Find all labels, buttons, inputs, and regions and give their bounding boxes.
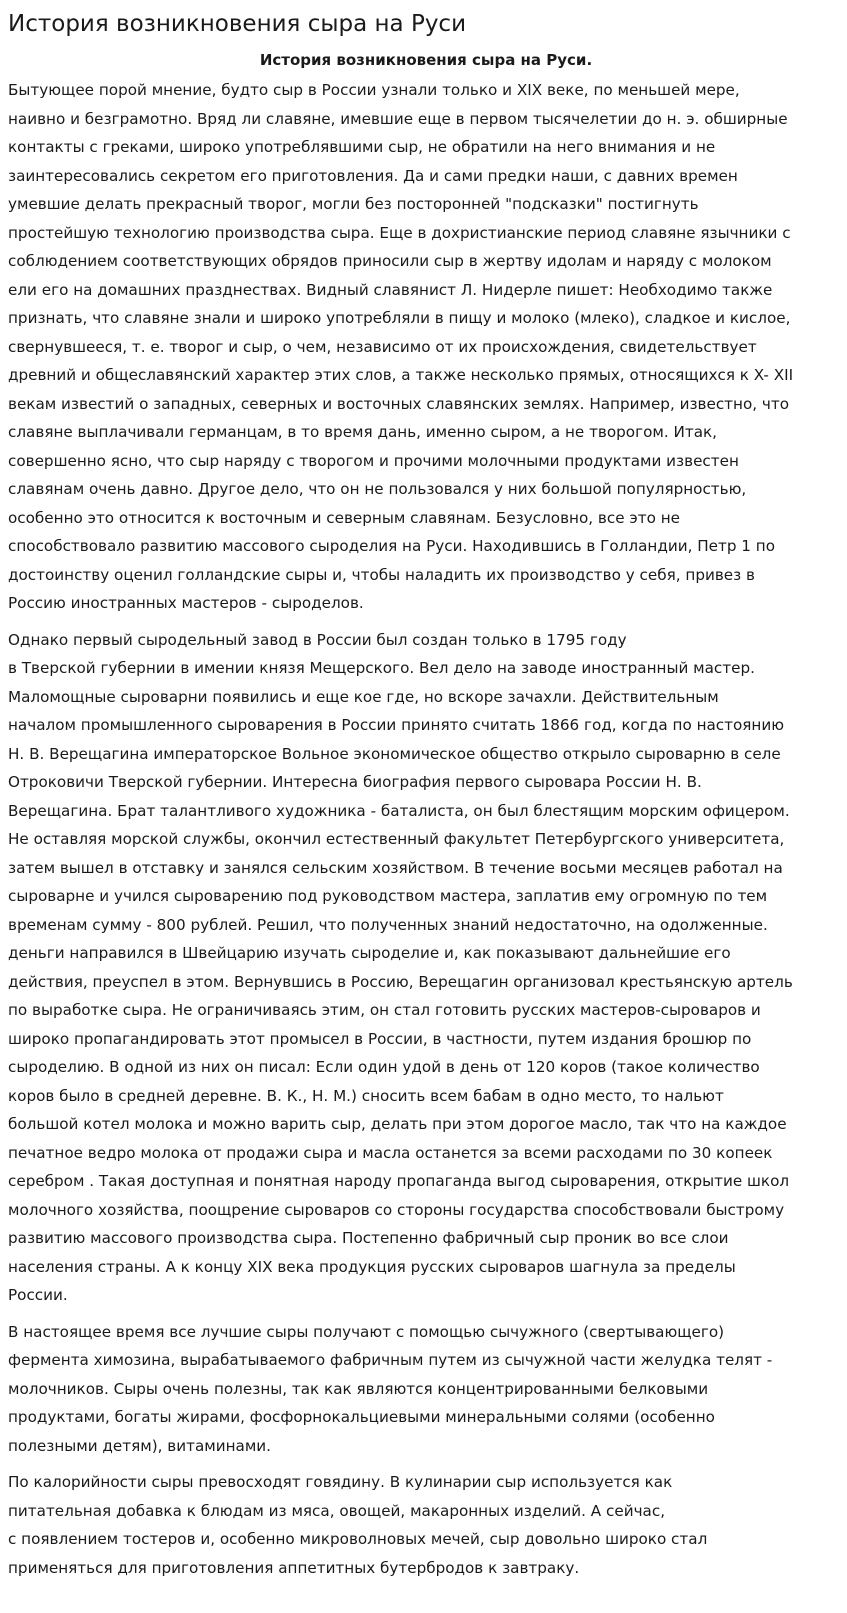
- paragraph-line: В настоящее время все лучшие сыры получают с помощью сычужного (свертывающего): [8, 1322, 725, 1341]
- paragraph-line: полезными детям), витаминами.: [8, 1436, 271, 1455]
- paragraph-line: Маломощные сыроварни появились и еще кое где, но вскоре зачахли. Действительным: [8, 687, 719, 706]
- paragraph-line: способствовало развитию массового сыроделия на Руси. Находившись в Голландии, Петр 1 по: [8, 537, 776, 555]
- paragraph-line: питательная добавка к блюдам из мяса, овощей, макаронных изделий. А сейчас,: [8, 1501, 666, 1520]
- paragraph-line: населения страны. А к концу XIX века продукция русских сыроваров шагнула за пределы: [8, 1257, 736, 1276]
- paragraph-line: умевшие делать прекрасный творог, могли без посторонней "подсказки" постигнуть: [8, 195, 699, 213]
- paragraph-line: свернувшееся, т. е. творог и сыр, о чем, независимо от их происхождения, свидетельствует: [8, 337, 757, 356]
- paragraph-line: применяться для приготовления аппетитных бутербродов к завтраку.: [8, 1558, 580, 1577]
- paragraph-line: с появлением тостеров и, особенно микроволновых мечей, сыр довольно широко стал: [8, 1530, 708, 1548]
- paragraph-line: особенно это относится к восточным и северным славянам. Безусловно, все это не: [8, 508, 680, 527]
- paragraph-line: простейшую технологию производства сыра. Еще в дохристианские период славяне язычники с: [8, 223, 791, 242]
- paragraph-line: Россию иностранных мастеров - сыроделов.: [8, 594, 364, 612]
- paragraph-line: славяне выплачивали германцам, в то время дань, именно сыром, а не творогом. Итак,: [8, 423, 717, 441]
- article-paragraph: [8, 1318, 842, 1461]
- paragraph-line: России.: [8, 1286, 68, 1304]
- paragraph-line: коров было в средней деревне. В. К., Н. М.) сносить всем бабам в одно место, то нальют: [8, 1086, 724, 1105]
- paragraph-line: Бытующее порой мнение, будто сыр в России узнали только и XIX веке, по меньшей мере,: [8, 81, 740, 99]
- paragraph-line: молочного хозяйства, поощрение сыроваров со стороны государства способствовали быстрому: [8, 1200, 785, 1219]
- paragraph-line: по выработке сыра. Не ограничиваясь этим, он стал готовить русских мастеров-сыроваров и: [8, 1001, 761, 1019]
- paragraph-line: совершенно ясно, что сыр наряду с творогом и прочими молочными продуктами известен: [8, 451, 739, 470]
- paragraph-line: развитию массового производства сыра. Постепенно фабричный сыр проник во все слои: [8, 1229, 729, 1247]
- article-heading: История возникновения сыра на Руси.: [259, 51, 593, 69]
- article-paragraph: [8, 626, 842, 1310]
- paragraph-line: По калорийности сыры превосходят говядину. В кулинарии сыр используется как: [8, 1473, 673, 1491]
- paragraph-line: векам известий о западных, северных и восточных славянских землях. Например, известно, что: [8, 394, 790, 413]
- paragraph-line: широко пропагандировать этот промысел в России, в частности, путем издания брошюр по: [8, 1029, 752, 1048]
- paragraph-line: сыроделию. В одной из них он писал: Если один удой в день от 120 коров (такое количество: [8, 1058, 760, 1076]
- paragraph-line: признать, что славяне знали и широко употребляли в пищу и молоко (млеко), сладкое и кислое,: [8, 309, 791, 327]
- article-body: [8, 76, 844, 1582]
- paragraph-line: затем вышел в отставку и занялся сельским хозяйством. В течение восьми месяцев работал на: [8, 858, 783, 877]
- paragraph-line: славянам очень давно. Другое дело, что он не пользовался у них большой популярностью,: [8, 480, 747, 498]
- paragraph-line: заинтересовались секретом его приготовления. Да и сами предки наши, с давних времен: [8, 166, 738, 185]
- paragraph-line: в Тверской губернии в имении князя Мещерского. Вел дело на заводе иностранный мастер.: [8, 659, 755, 677]
- paragraph-line: действия, преуспел в этом. Вернувшись в Россию, Верещагин организовал крестьянскую артель: [8, 972, 793, 991]
- paragraph-line: Верещагина. Брат талантливого художника - баталиста, он был блестящим морским офицером.: [8, 801, 790, 820]
- paragraph-line: серебром . Такая доступная и понятная народу пропаганда выгод сыроварения, открытие школ: [8, 1172, 790, 1190]
- paragraph-line: ели его на домашних празднествах. Видный славянист Л. Нидерле пишет: Необходимо также: [8, 280, 773, 299]
- paragraph-line: сыроварне и учился сыроварению под руководством мастера, заплатив ему огромную по тем: [8, 887, 768, 905]
- article-paragraph: [8, 76, 842, 618]
- paragraph-line: Не оставляя морской службы, окончил естественный факультет Петербургского университета,: [8, 830, 785, 848]
- paragraph-line: продуктами, богаты жирами, фосфорнокальциевыми минеральными солями (особенно: [8, 1408, 715, 1426]
- paragraph-line: Однако первый сыродельный завод в России был создан только в 1795 году: [8, 630, 627, 649]
- paragraph-line: молочников. Сыры очень полезны, так как являются концентрированными белковыми: [8, 1379, 709, 1398]
- paragraph-line: началом промышленного сыроварения в России принято считать 1866 год, когда по настоянию: [8, 716, 785, 734]
- document-page: [8, 0, 844, 1590]
- paragraph-line: Отроковичи Тверской губернии. Интересна биография первого сыровара России Н. В.: [8, 773, 702, 791]
- paragraph-line: достоинству оценил голландские сыры и, чтобы наладить их производство у себя, привез в: [8, 565, 755, 584]
- article-paragraph: [8, 1468, 842, 1582]
- paragraph-line: соблюдением соответствующих обрядов приносили сыр в жертву идолам и наряду с молоком: [8, 252, 772, 270]
- paragraph-line: деньги направился в Швейцарию изучать сыроделие и, как показывают дальнейшие его: [8, 944, 731, 962]
- paragraph-line: наивно и безграмотно. Вряд ли славяне, имевшие еще в первом тысячелетии до н. э. обширные: [8, 109, 788, 128]
- paragraph-line: контакты с греками, широко употреблявшими сыр, не обратили на него внимания и не: [8, 138, 716, 156]
- page-title: История возникновения сыра на Руси: [8, 11, 467, 37]
- paragraph-line: печатное ведро молока от продажи сыра и масла останется за всеми расходами по 30 копеек: [8, 1143, 773, 1162]
- paragraph-line: временам сумму - 800 рублей. Решил, что полученных знаний недостаточно, на одолженные.: [8, 915, 768, 934]
- paragraph-line: древний и общеславянский характер этих слов, а также несколько прямых, относящихся к X- XII: [8, 366, 794, 384]
- paragraph-line: Н. В. Верещагина императорское Вольное экономическое общество открыло сыроварню в селе: [8, 744, 781, 763]
- paragraph-line: фермента химозина, вырабатываемого фабричным путем из сычужной части желудка телят -: [8, 1351, 773, 1369]
- paragraph-line: большой котел молока и можно варить сыр, делать при этом дорогое масло, так что на каждое: [8, 1115, 787, 1133]
